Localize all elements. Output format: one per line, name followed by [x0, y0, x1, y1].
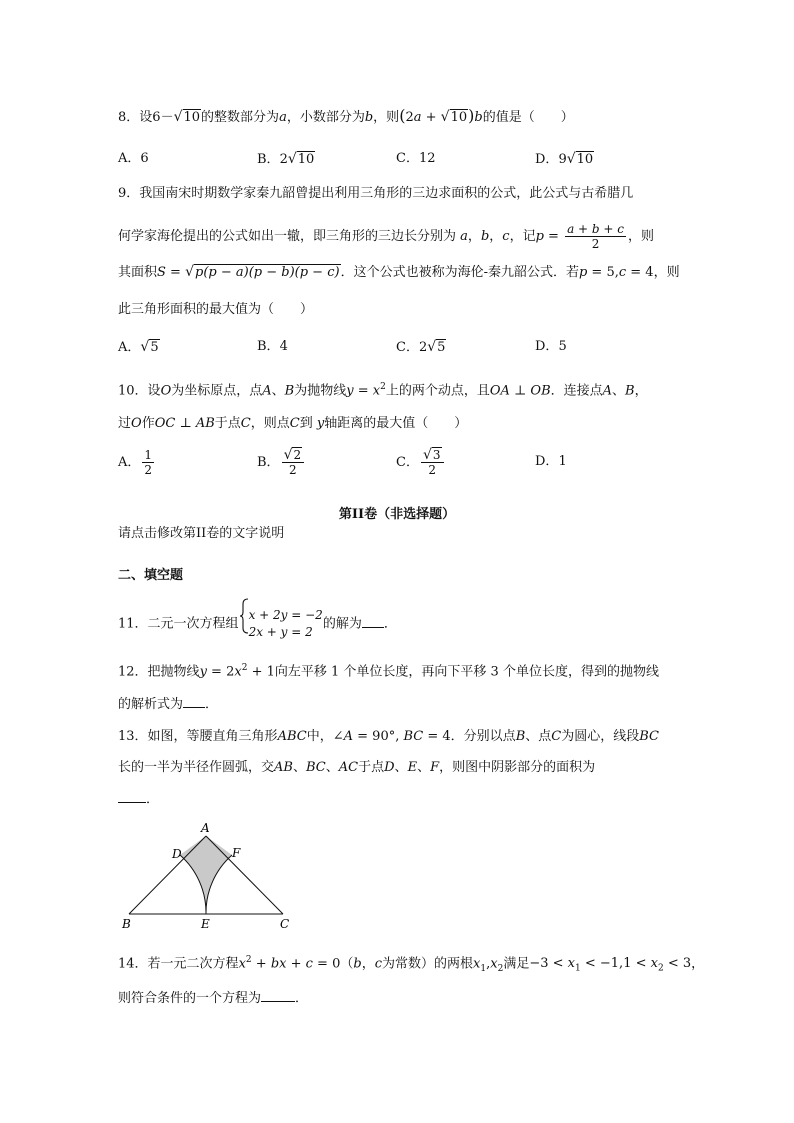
option-label: D．: [535, 339, 559, 354]
text: ．连接点: [550, 383, 603, 399]
q13-line-1: [118, 727, 659, 747]
question-number: 12．: [118, 664, 148, 680]
q9-option-a[interactable]: [118, 337, 160, 358]
equation-1: x + 2y = −2: [248, 608, 323, 622]
q11-line: [118, 598, 397, 650]
var-b: b: [474, 110, 483, 125]
q9-line-4: [118, 300, 313, 320]
q12-line-1: 12．把抛物线$y = 2x^2 + 1$向左平移 1 个单位长度，再向下平移 3 个单位长度，得到的抛物线: [118, 663, 659, 680]
equation-2: 2x + y = 2: [248, 625, 313, 639]
option-value: $\frac{√3}{2}$: [421, 448, 444, 477]
fraction: $\frac{a + b + c}{2}$: [567, 222, 625, 251]
option-label: A．: [118, 455, 141, 470]
option-value: 9: [558, 152, 567, 167]
section-note[interactable]: 请点击修改第II卷的文字说明: [118, 526, 285, 541]
text: 的整数部分为: [201, 110, 280, 125]
text: 设: [147, 383, 161, 399]
brace-icon: [239, 598, 249, 650]
section-title: 第II卷（非选择题）: [338, 507, 456, 522]
text: 为坐标原点，点: [171, 383, 263, 399]
text: 于点: [358, 760, 385, 775]
side-ab: [129, 836, 206, 914]
q8-option-b[interactable]: [257, 149, 315, 170]
label-f: F: [232, 846, 241, 860]
option-value: 6: [140, 151, 149, 166]
option-label: D．: [535, 152, 559, 167]
text: 、点: [525, 729, 552, 744]
points: D: [384, 760, 395, 775]
text: （: [340, 956, 354, 972]
text: ，则点: [250, 416, 290, 431]
option-label: B．: [257, 455, 280, 470]
point-o: O: [160, 383, 172, 399]
text: ，则: [653, 265, 680, 280]
text: 到: [299, 416, 313, 431]
question-number: 10．: [118, 383, 148, 399]
answer-blank[interactable]: [362, 615, 384, 628]
text: 设6: [139, 110, 161, 125]
q9-option-d[interactable]: [535, 337, 567, 357]
text: 此三角形面积的最大值为（ ）: [118, 302, 314, 317]
q12-line-2: [118, 695, 218, 715]
q8-option-a[interactable]: [118, 149, 149, 169]
q9-line-1: [118, 184, 633, 204]
q13-line-2: 长的一半为半径作圆弧，交AB、BC、AC于点D、E、F，则图中阴影部分的面积为: [118, 760, 596, 775]
q8-option-d[interactable]: [535, 149, 594, 170]
answer-blank[interactable]: [118, 790, 146, 803]
var-b: b: [364, 110, 374, 125]
option-label: C．: [396, 455, 419, 470]
option-value: 1: [558, 454, 567, 469]
question-number: 9．: [118, 186, 140, 201]
q10-line-2: 过O作OC ⊥ AB于点C，则点C到 y轴距离的最大值（ ）: [118, 416, 468, 431]
triangle-figure: [118, 818, 298, 934]
option-value: $\frac{1}{2}$: [144, 448, 153, 477]
triangle: ABC: [277, 729, 307, 744]
point-o: O: [131, 416, 142, 431]
text: ．这个公式也被称为海伦-秦九韶公式．若: [340, 265, 579, 280]
segment: AB: [274, 760, 293, 775]
parabola: y: [346, 383, 354, 399]
text: 于点: [214, 416, 241, 431]
parabola: y: [199, 664, 207, 680]
q10-option-c[interactable]: [396, 448, 446, 477]
segment: BC: [305, 760, 326, 775]
angle: ∠A = 90°, BC = 4: [332, 729, 451, 744]
points: A: [262, 383, 272, 399]
option-value: 5: [150, 340, 159, 355]
text: ．: [383, 616, 397, 632]
option-label: B．: [257, 339, 280, 354]
text: 向左平移 1 个单位长度，再向下平移 3 个单位长度，得到的抛物线: [274, 664, 659, 680]
option-value: 12: [418, 151, 436, 166]
sqrt-arg: 10: [183, 110, 201, 125]
side-ac: [206, 836, 283, 914]
text: 的值是（ ）: [482, 110, 574, 125]
option-label: A．: [118, 340, 141, 355]
option-value: 2: [279, 152, 288, 167]
text: ，小数部分为: [286, 110, 365, 125]
text: 其面积: [118, 265, 158, 280]
point-c: C: [289, 416, 300, 431]
q9-line-2: 何学家海伦提出的公式如出一辙，即三角形的三边长分别为 a，b，c，记p = $\frac{a + b + c}{2}$ ，则: [118, 222, 655, 251]
sqrt-symbol: √: [287, 151, 297, 167]
points: A: [602, 383, 613, 399]
formula-p: p: [535, 229, 544, 244]
option-value: 4: [279, 339, 288, 354]
option-value: $\frac{√2}{2}$: [282, 448, 305, 477]
var-a: a: [279, 110, 287, 125]
text: ．分别以点: [450, 729, 516, 744]
text: 的解为: [322, 616, 362, 632]
text: 二元一次方程组: [147, 616, 239, 632]
sqrt-arg: 10: [576, 152, 594, 167]
sqrt-symbol: √: [173, 109, 183, 125]
vars: a: [460, 229, 468, 244]
sqrt-arg: p(p − a)(p − b)(p − c): [195, 265, 340, 280]
section-heading: 二、填空题: [118, 568, 184, 583]
text: 作: [141, 416, 155, 431]
expr: 2a + √10: [405, 109, 468, 125]
text: 、: [292, 760, 306, 775]
text: 中，: [306, 729, 333, 744]
text: 为常数）的两根: [382, 956, 474, 972]
q10-line-1: 10．设O为坐标原点，点A、B为抛物线$y = x^2$上的两个动点，且OA ⊥ OB．连接点A、B，: [118, 382, 648, 399]
option-label: B．: [257, 152, 280, 167]
label-b: B: [122, 917, 131, 931]
point-c: C: [551, 729, 562, 744]
question-number: 13．: [118, 729, 148, 744]
text: 的解析式为: [118, 697, 184, 712]
inequality: $-3 < x_1 < -1,1 < x_2 < 3$: [529, 956, 692, 974]
q9-option-b[interactable]: [257, 337, 288, 357]
text: 、: [325, 760, 339, 775]
point-c: C: [240, 416, 251, 431]
y-axis: y: [316, 416, 325, 431]
text: 满足: [503, 956, 530, 972]
text: ，则: [628, 229, 655, 244]
option-label: D．: [535, 454, 559, 469]
question-number: 11．: [118, 616, 148, 632]
label-d: D: [172, 847, 182, 861]
option-label: A．: [118, 151, 141, 166]
text: 长的一半为半径作圆弧，交: [118, 760, 275, 775]
q14-line-1: 14．若一元二次方程$x^2$ + bx + c = 0（b，c为常数）的两根$x_1,x_2$满足$-3 < x_1 < -1,1 < x_2 < 3$，: [118, 955, 705, 974]
text: ，则图中阴影部分的面积为: [439, 760, 596, 775]
option-label: C．: [396, 340, 419, 355]
text: ，则: [373, 110, 400, 125]
label-e: E: [201, 917, 210, 931]
point-b: B: [515, 729, 526, 744]
question-number: 8．: [118, 110, 140, 125]
text: －: [160, 110, 174, 125]
sqrt-symbol: √: [566, 151, 576, 167]
condition: p: [578, 265, 588, 280]
label-c: C: [280, 917, 290, 931]
q8-option-c[interactable]: [396, 149, 436, 169]
perp: OC: [154, 416, 176, 431]
option-value: 2: [418, 340, 428, 355]
q10-option-d[interactable]: [535, 452, 567, 472]
q10-option-a[interactable]: [118, 448, 156, 477]
text: 为抛物线: [294, 383, 347, 399]
sqrt-arg: 5: [437, 340, 446, 355]
expr: (: [399, 106, 406, 125]
text: ，记: [509, 229, 536, 244]
answer-blank[interactable]: [183, 695, 205, 708]
sqrt-arg: 10: [297, 152, 315, 167]
text: ．: [146, 792, 160, 807]
text: 轴距离的最大值（ ）: [324, 416, 468, 431]
text: 若一元二次方程: [147, 956, 239, 972]
text: 如图，等腰直角三角形: [147, 729, 278, 744]
question-number: 14．: [118, 956, 148, 972]
sqrt-symbol: √: [427, 339, 437, 355]
text: 上的两个动点，且: [385, 383, 490, 399]
roots: x: [473, 956, 481, 972]
text: 过: [118, 416, 132, 431]
q10-option-b[interactable]: [257, 448, 306, 477]
perp: OA: [489, 383, 510, 399]
vars: b: [353, 956, 362, 972]
expr: ): [468, 106, 475, 125]
shaded-region: [180, 836, 232, 914]
text: 何学家海伦提出的公式如出一辙，即三角形的三边长分别为: [118, 229, 457, 244]
q13-line-3: [118, 790, 159, 810]
text: 我国南宋时期数学家秦九韶曾提出利用三角形的三边求面积的公式，此公式与古希腊几: [139, 186, 634, 201]
sqrt-symbol: √: [140, 339, 150, 355]
segment-bc: BC: [639, 729, 659, 744]
formula-s: S: [157, 265, 166, 280]
segment: AC: [338, 760, 359, 775]
sqrt-symbol: √: [185, 264, 195, 280]
q14-line-2: [118, 989, 308, 1009]
equation: x: [238, 956, 246, 972]
q9-line-3: 其面积S = √p(p − a)(p − b)(p − c)．这个公式也被称为海伦-秦九韶公式．若p = 5,c = 4，则: [118, 264, 680, 280]
text: 则符合条件的一个方程为: [118, 991, 262, 1006]
q8-line: [118, 106, 574, 128]
option-value: 5: [558, 339, 567, 354]
answer-blank[interactable]: [261, 989, 295, 1002]
equation-system: [249, 607, 323, 641]
label-a: A: [201, 821, 210, 835]
text: 把抛物线: [147, 664, 200, 680]
option-label: C．: [396, 151, 419, 166]
q9-option-c[interactable]: [396, 337, 446, 358]
text: ．: [205, 697, 219, 712]
text: ．: [295, 991, 309, 1006]
text: 为圆心，线段: [561, 729, 640, 744]
